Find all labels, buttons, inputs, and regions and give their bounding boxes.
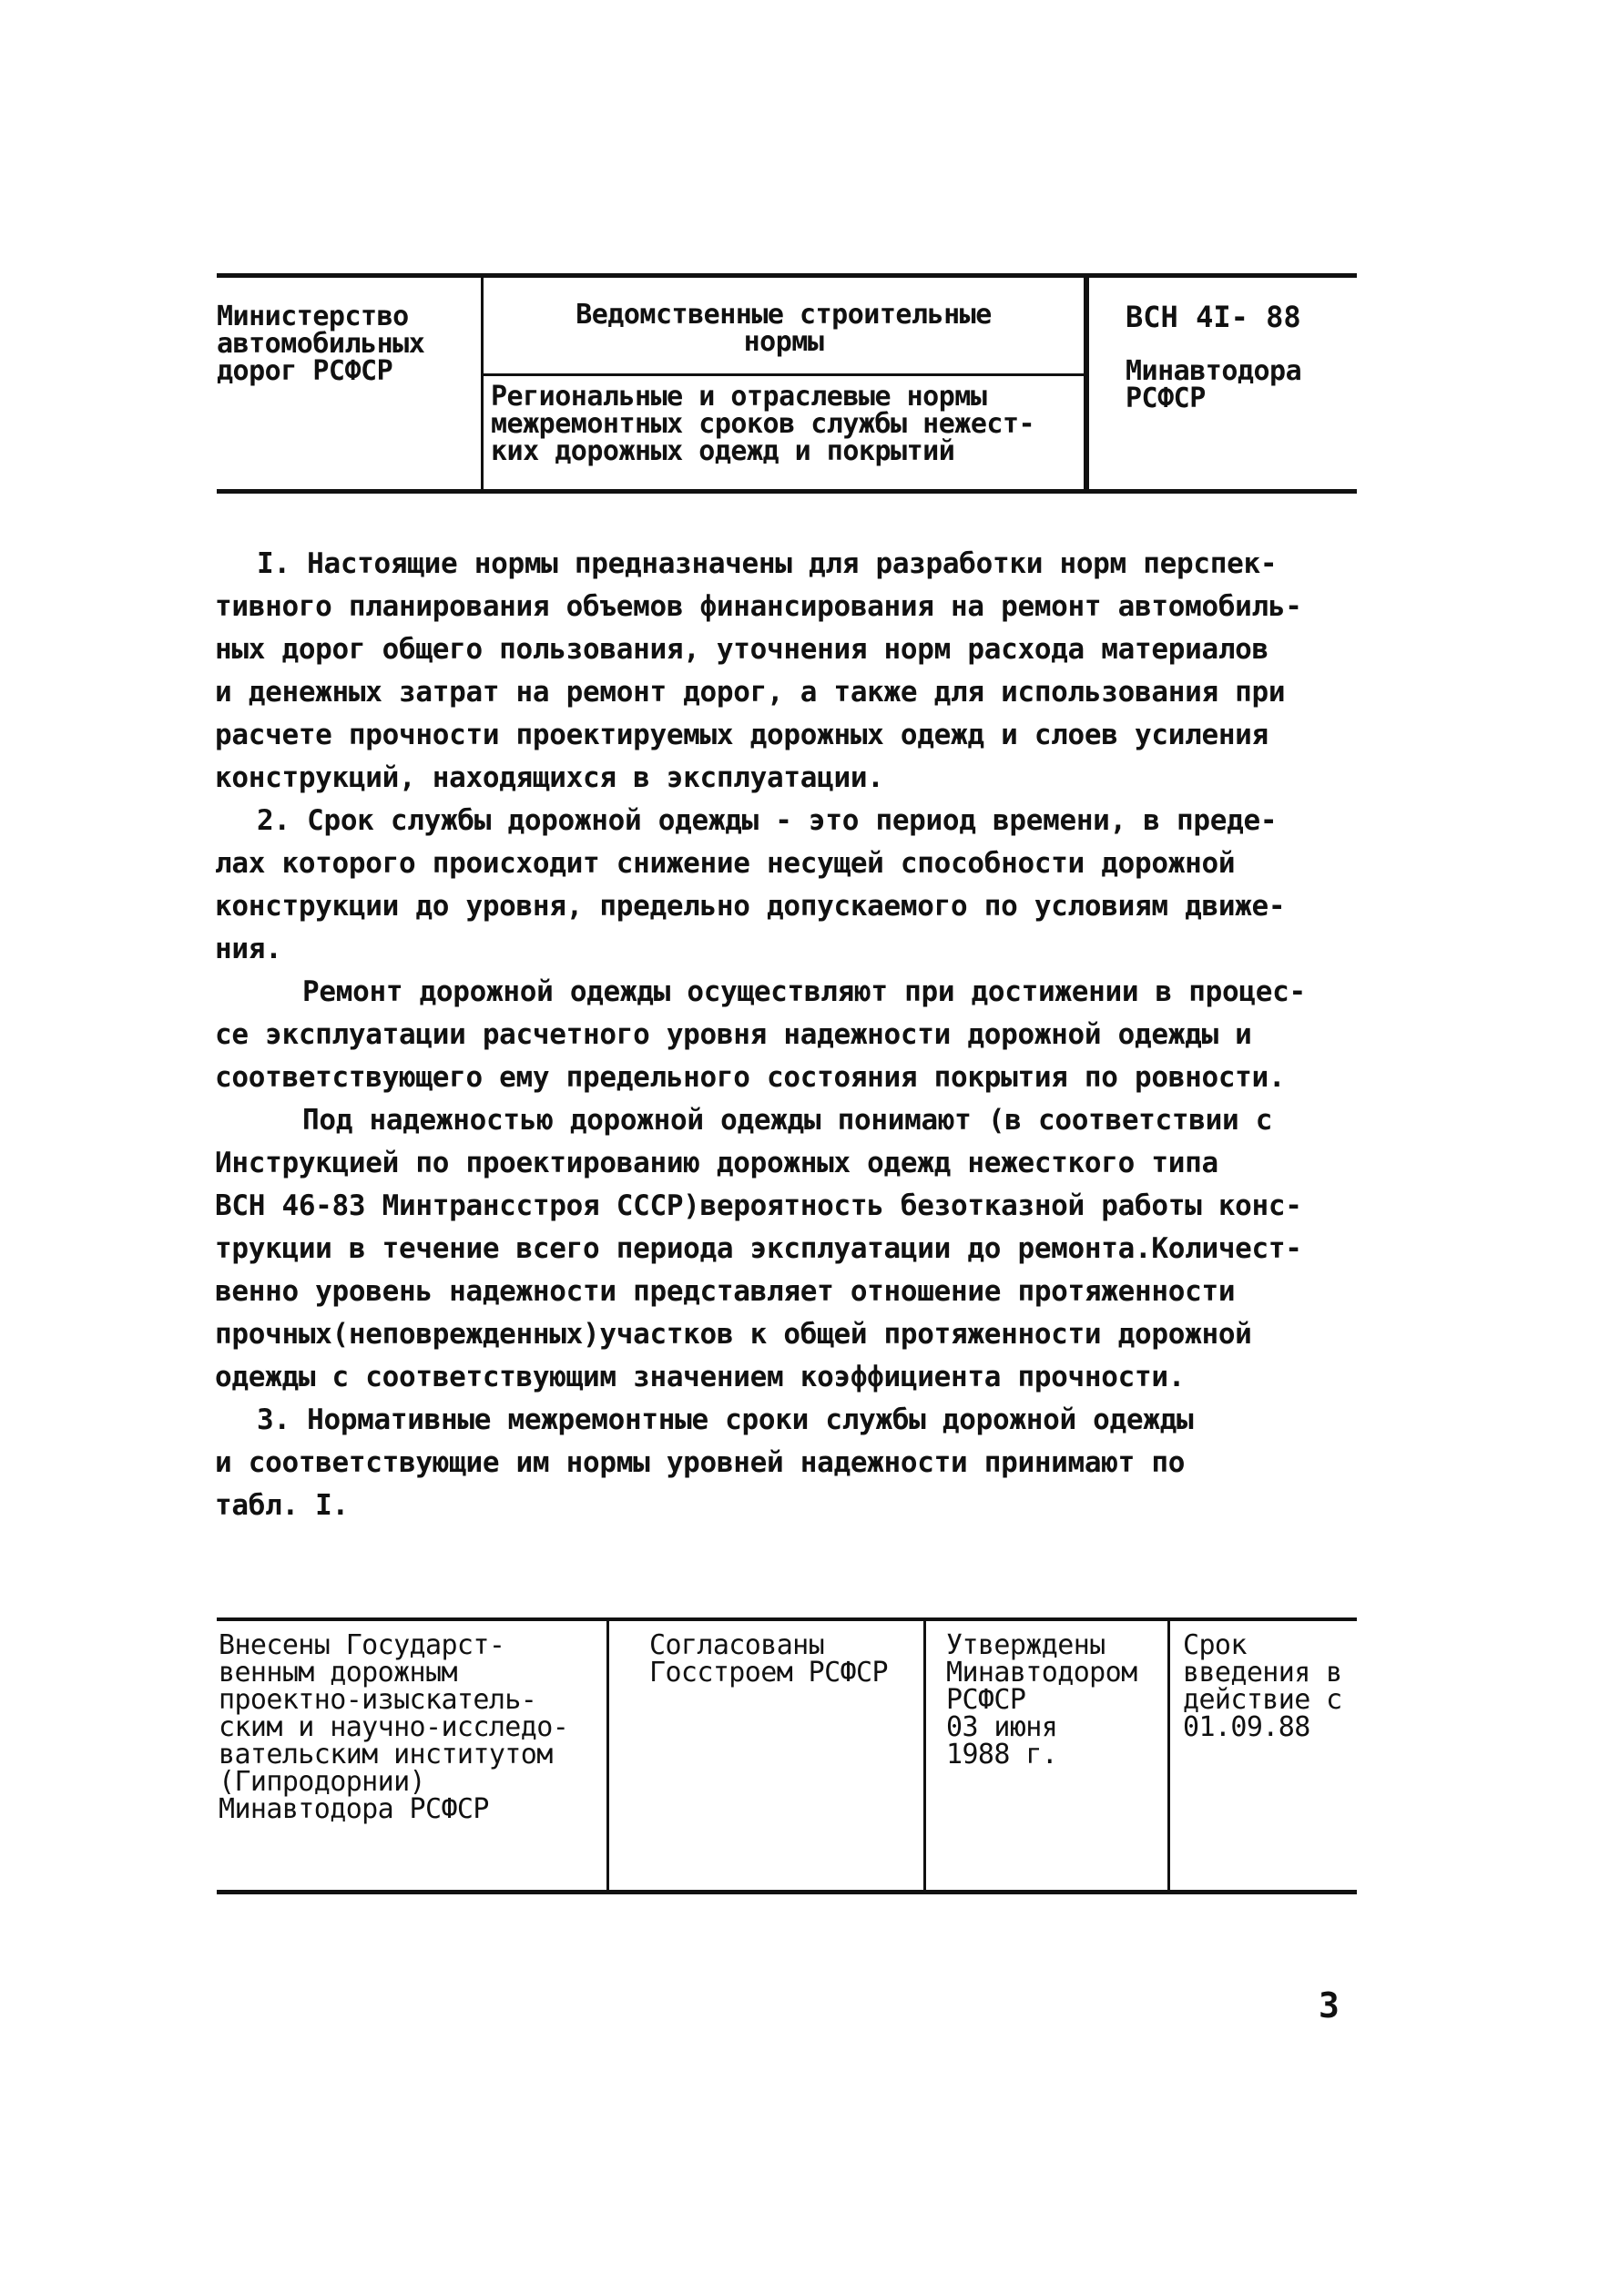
text-line: Под надежностью дорожной одежды понимают (в соответствии с bbox=[302, 1104, 1273, 1137]
header-ministry-cell bbox=[217, 278, 481, 489]
page-number: 3 bbox=[1319, 1985, 1340, 2026]
header-code-cell bbox=[1086, 278, 1357, 489]
text-line: трукции в течение всего периода эксплуатации до ремонта.Количест- bbox=[215, 1232, 1302, 1265]
paragraph-3 bbox=[215, 971, 1390, 1099]
text-line: 2. Срок службы дорожной одежды - это период времени, в преде- bbox=[257, 804, 1278, 837]
doc-type: Ведомственные строительные нормы bbox=[576, 299, 992, 358]
paragraph-2 bbox=[215, 800, 1390, 971]
text-line: и денежных затрат на ремонт дорог, а также для использования при bbox=[215, 676, 1286, 709]
doc-issuer: Минавтодора РСФСР bbox=[1126, 355, 1302, 414]
text-line: расчете прочности проектируемых дорожных одежд и слоев усиления bbox=[215, 719, 1268, 751]
text-line: ния. bbox=[215, 933, 282, 965]
doc-type-cell bbox=[484, 278, 1084, 376]
approved-text: Утверждены Минавтодором РСФСР 03 июня 1988 г. bbox=[946, 1629, 1137, 1770]
agreed-cell bbox=[606, 1621, 923, 1890]
text-line: I. Настоящие нормы предназначены для разработки норм перспек- bbox=[257, 547, 1278, 580]
text-line: табл. I. bbox=[215, 1489, 349, 1522]
paragraph-5 bbox=[215, 1399, 1390, 1527]
doc-title: Региональные и отраслевые нормы межремонтных сроков службы нежест- ких дорожных одежд и покрытий bbox=[491, 381, 1035, 467]
introduced-cell bbox=[217, 1621, 606, 1890]
doc-code: ВСН 4I- 88 bbox=[1126, 300, 1301, 334]
ministry-name: Министерство автомобильных дорог РСФСР bbox=[217, 301, 425, 387]
text-line: 3. Нормативные межремонтные сроки службы дорожной одежды bbox=[257, 1403, 1194, 1436]
text-line: конструкций, находящихся в эксплуатации. bbox=[215, 761, 884, 794]
doc-title-cell bbox=[484, 376, 1084, 465]
effective-date-text: Срок введения в действие с 01.09.88 bbox=[1183, 1629, 1342, 1743]
text-line: ных дорог общего пользования, уточнения норм расхода материалов bbox=[215, 633, 1268, 666]
text-line: конструкции до уровня, предельно допускаемого по условиям движе- bbox=[215, 890, 1286, 923]
text-line: и соответствующие им нормы уровней надежности принимают по bbox=[215, 1446, 1186, 1479]
header-title-cell bbox=[481, 278, 1086, 489]
document-body bbox=[215, 543, 1390, 1527]
paragraph-1 bbox=[215, 543, 1390, 800]
header-table bbox=[217, 273, 1357, 494]
effective-date-cell bbox=[1167, 1621, 1357, 1890]
text-line: ВСН 46-83 Минтрансстроя СССР)вероятность безотказной работы конс- bbox=[215, 1189, 1302, 1222]
text-line: соответствующего ему предельного состояния покрытия по ровности. bbox=[215, 1061, 1286, 1094]
text-line: одежды с соответствующим значением коэффициента прочности. bbox=[215, 1361, 1186, 1393]
agreed-text: Согласованы Госстроем РСФСР bbox=[649, 1629, 888, 1689]
text-line: Инструкцией по проектированию дорожных одежд нежесткого типа bbox=[215, 1147, 1218, 1179]
text-line: прочных(неповрежденных)участков к общей протяженности дорожной bbox=[215, 1318, 1252, 1351]
text-line: Ремонт дорожной одежды осуществляют при достижении в процес- bbox=[302, 975, 1306, 1008]
approval-table bbox=[217, 1617, 1357, 1894]
introduced-text: Внесены Государст- венным дорожным проектно-изыскатель- ским и научно-исследо- вательским институтом (Гипродорнии) Минавтодора РСФСР bbox=[219, 1629, 569, 1825]
text-line: се эксплуатации расчетного уровня надежности дорожной одежды и bbox=[215, 1018, 1252, 1051]
text-line: тивного планирования объемов финансирования на ремонт автомобиль- bbox=[215, 590, 1302, 623]
approved-cell bbox=[923, 1621, 1167, 1890]
paragraph-4 bbox=[215, 1099, 1390, 1399]
text-line: венно уровень надежности представляет отношение протяженности bbox=[215, 1275, 1236, 1308]
text-line: лах которого происходит снижение несущей способности дорожной bbox=[215, 847, 1236, 880]
